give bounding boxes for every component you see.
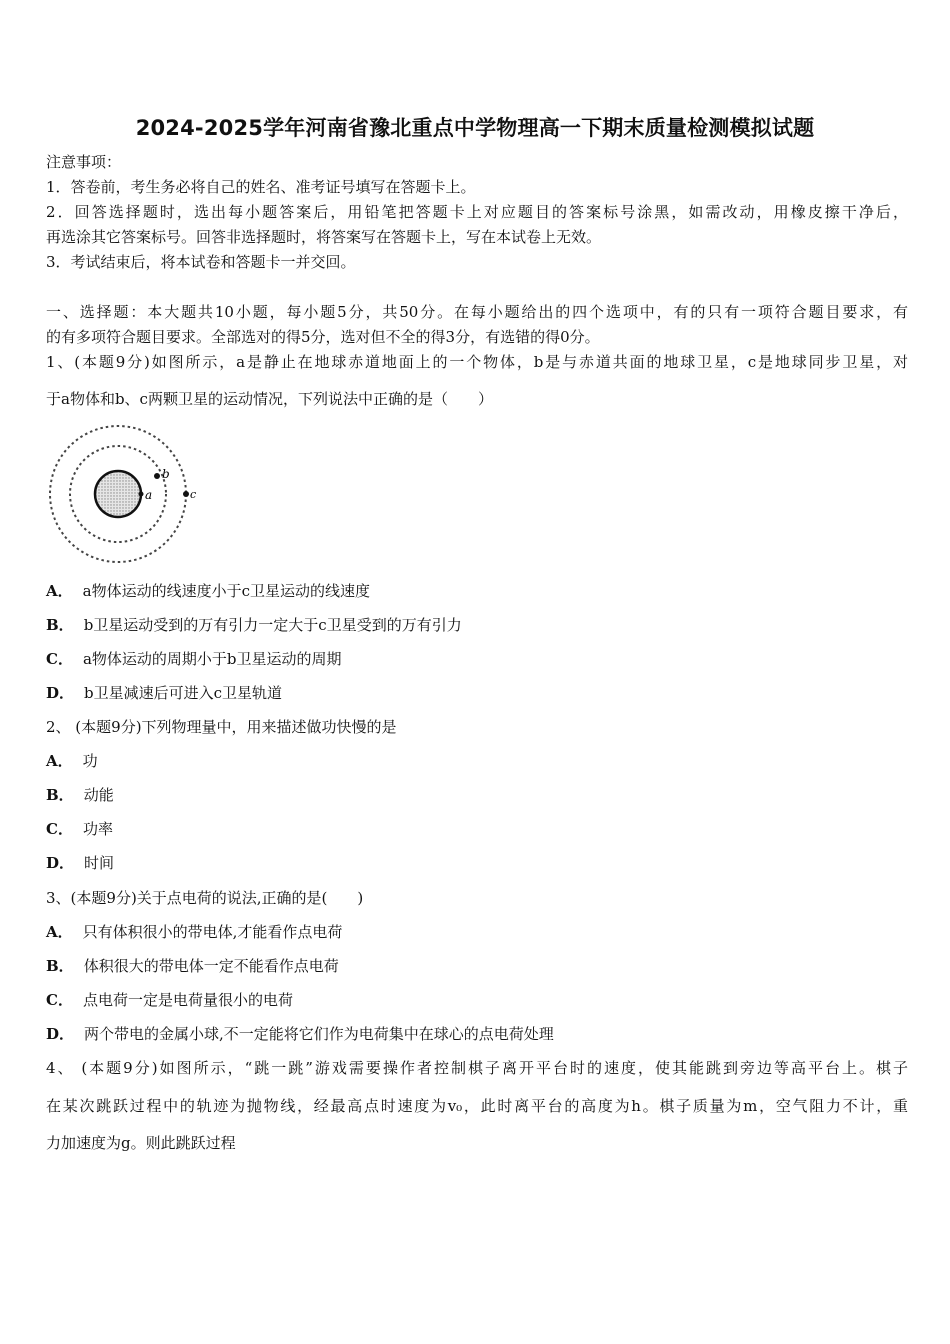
orbit-diagram	[44, 420, 204, 568]
q1-stem-line2: 于a物体和b、c两颗卫星的运动情况，下列说法中正确的是（ ）	[46, 390, 493, 408]
q1-option-d: D． b卫星减速后可进入c卫星轨道	[46, 684, 283, 702]
page-title: 2024-2025学年河南省豫北重点中学物理高一下期末质量检测模拟试题	[135, 116, 815, 140]
q4-stem-line1: 4、 (本题9分)如图所示，“跳一跳”游戏需要操作者控制棋子离开平台时的速度，使其能跳到旁边等高平台上。棋子	[46, 1059, 908, 1077]
notice-item-1: 1．答卷前，考生务必将自己的姓名、准考证号填写在答题卡上。	[46, 178, 476, 196]
section-instructions-line2: 的有多项符合题目要求。全部选对的得5分，选对但不全的得3分，有选错的得0分。	[46, 328, 600, 346]
q2-option-d: D． 时间	[46, 854, 115, 872]
notice-item-3: 3．考试结束后，将本试卷和答题卡一并交回。	[46, 253, 356, 271]
q3-option-b: B． 体积很大的带电体一定不能看作点电荷	[46, 957, 339, 975]
q2-option-a: A． 功	[46, 752, 98, 770]
q2-option-c: C． 功率	[46, 820, 113, 838]
notice-item-2: 2．回答选择题时，选出每小题答案后，用铅笔把答题卡上对应题目的答案标号涂黑，如需改动，用橡皮擦干净后，	[46, 203, 908, 221]
q1-option-c: C． a物体运动的周期小于b卫星运动的周期	[46, 650, 342, 668]
q3-stem: 3、(本题9分)关于点电荷的说法,正确的是( )	[46, 889, 364, 907]
q4-stem-line2: 在某次跳跃过程中的轨迹为抛物线，经最高点时速度为v₀，此时离平台的高度为h。棋子质量为m，空气阻力不计，重	[46, 1097, 908, 1115]
q3-option-a: A． 只有体积很小的带电体,才能看作点电荷	[46, 923, 343, 941]
q3-option-c: C． 点电荷一定是电荷量很小的电荷	[46, 991, 293, 1009]
q1-option-b: B． b卫星运动受到的万有引力一定大于c卫星受到的万有引力	[46, 616, 462, 634]
satellite-b-dot	[154, 473, 160, 479]
notice-item-2-cont: 再选涂其它答案标号。回答非选择题时，将答案写在答题卡上，写在本试卷上无效。	[46, 228, 602, 246]
label-a: a	[145, 488, 153, 502]
q2-option-b: B． 动能	[46, 786, 114, 804]
section-instructions-line1: 一、选择题：本大题共10小题，每小题5分，共50分。在每小题给出的四个选项中，有的只有一项符合题目要求，有	[46, 303, 908, 321]
q4-stem-line3: 力加速度为g。则此跳跃过程	[46, 1134, 236, 1152]
earth	[95, 471, 141, 517]
notice-heading: 注意事项：	[46, 153, 122, 171]
q1-option-a: A． a物体运动的线速度小于c卫星运动的线速度	[46, 582, 370, 600]
q3-option-d: D． 两个带电的金属小球,不一定能将它们作为电荷集中在球心的点电荷处理	[46, 1025, 554, 1043]
satellite-c-dot	[183, 491, 189, 497]
q2-stem: 2、 (本题9分)下列物理量中，用来描述做功快慢的是	[46, 718, 397, 736]
label-b: b	[162, 467, 170, 481]
label-c: c	[190, 488, 197, 501]
q1-stem-line1: 1、(本题9分)如图所示，a是静止在地球赤道地面上的一个物体，b是与赤道共面的地球卫星，c是地球同步卫星，对	[46, 353, 908, 371]
object-a-dot	[139, 492, 144, 497]
